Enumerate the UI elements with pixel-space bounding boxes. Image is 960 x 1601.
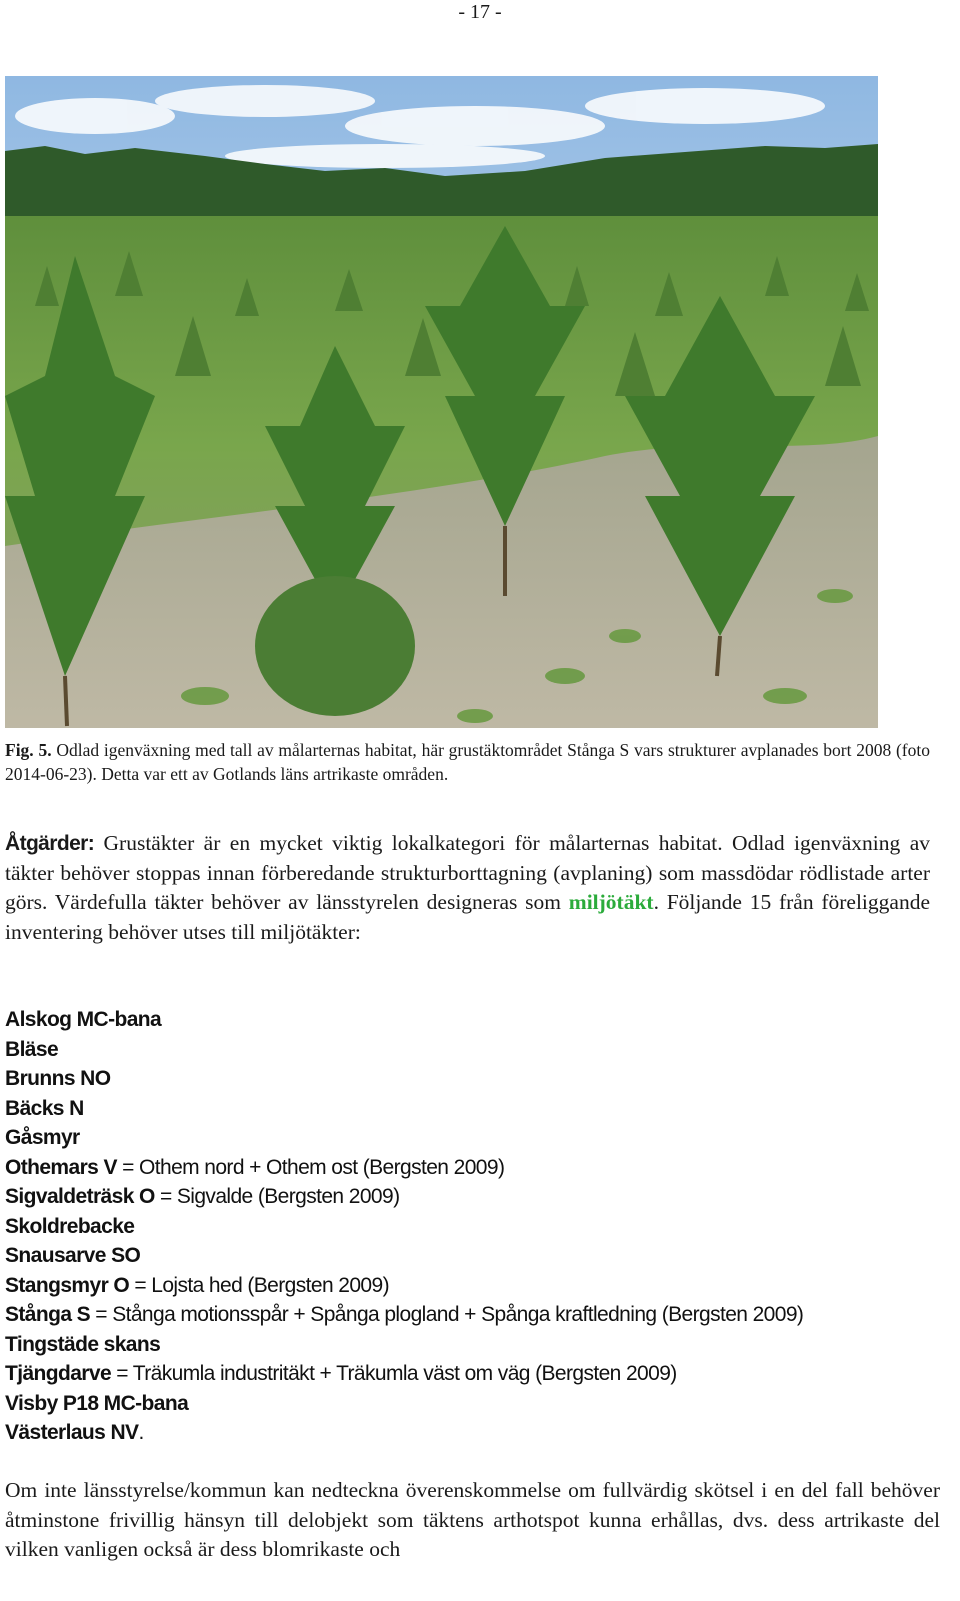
list-item xyxy=(5,1418,803,1448)
site-note: = Lojsta hed (Bergsten 2009) xyxy=(129,1273,389,1297)
list-item xyxy=(5,1182,803,1212)
site-name: Stånga S xyxy=(5,1303,91,1326)
list-item xyxy=(5,1359,803,1389)
list-item xyxy=(5,1241,803,1271)
site-name: Sigvaldeträsk O xyxy=(5,1185,155,1208)
site-name: Alskog MC-bana xyxy=(5,1008,162,1031)
list-item xyxy=(5,1330,803,1360)
site-name: Stangsmyr O xyxy=(5,1273,130,1297)
site-name: Tingstäde skans xyxy=(5,1332,161,1356)
site-name: Visby P18 MC-bana xyxy=(5,1391,189,1415)
list-item xyxy=(5,1035,803,1065)
list-item xyxy=(5,1389,803,1419)
site-name: Othemars V xyxy=(5,1155,117,1179)
list-item xyxy=(5,1300,803,1330)
list-item xyxy=(5,1271,803,1301)
site-name: Bläse xyxy=(5,1037,59,1061)
miljotakt-highlight: miljötäkt xyxy=(568,890,654,914)
site-name: Brunns NO xyxy=(5,1067,111,1090)
site-note: = Sigvalde (Bergsten 2009) xyxy=(154,1185,400,1208)
site-note: = Träkumla industritäkt + Träkumla väst om väg (Bergsten 2009) xyxy=(111,1362,677,1385)
caption-label: Fig. 5. xyxy=(5,740,52,760)
closing-paragraph: Om inte länsstyrelse/kommun kan nedteckna överenskommelse om fullvärdig skötsel i en del fall behöver åtminstone frivillig hänsyn till delobjekt som täktens arthotspot kunna erhållas, dvs. dess artrikaste del vilken vanligen också är dess blomrikaste och xyxy=(5,1478,940,1561)
site-list xyxy=(5,1005,803,1448)
list-item xyxy=(5,1094,803,1124)
measures-heading: Åtgärder: xyxy=(5,832,95,855)
site-name: Västerlaus NV xyxy=(5,1421,139,1444)
site-name: Gåsmyr xyxy=(5,1126,80,1149)
list-item xyxy=(5,1064,803,1094)
list-item xyxy=(5,1005,803,1035)
measures-text-b: . Följande 15 från föreliggande inventering behöver utses till miljötäkter: xyxy=(5,890,930,944)
site-name: Skoldrebacke xyxy=(5,1214,135,1238)
site-note: = Stånga motionsspår + Spånga plogland + Spånga kraftledning (Bergsten 2009) xyxy=(90,1303,804,1326)
site-name: Tjängdarve xyxy=(5,1362,112,1385)
measures-paragraph xyxy=(5,829,930,947)
site-note: = Othem nord + Othem ost (Bergsten 2009) xyxy=(116,1155,505,1179)
page-number: - 17 - xyxy=(458,1,502,23)
list-item xyxy=(5,1153,803,1183)
caption-text: Odlad igenväxning med tall av målarternas habitat, här grustäktområdet Stånga S vars strukturer avplanades bort 2008 (foto 2014-06-23). Detta var ett av Gotlands läns artrikaste områden. xyxy=(5,740,930,784)
list-item xyxy=(5,1212,803,1242)
list-item xyxy=(5,1123,803,1153)
site-note: . xyxy=(138,1421,144,1444)
photo-pine-regrowth xyxy=(5,76,878,728)
site-name: Bäcks N xyxy=(5,1096,84,1120)
site-name: Snausarve SO xyxy=(5,1244,141,1267)
measures-text-a: Grustäkter är en mycket viktig lokalkategori för målarternas habitat. Odlad igenväxning av täkter behöver stoppas innan förberedande strukturborttagning (avplaning) som massdödar rödlistade arter görs. Värdefulla täkter behöver av länsstyrelen designeras som xyxy=(5,831,930,914)
figure-caption xyxy=(5,738,930,786)
